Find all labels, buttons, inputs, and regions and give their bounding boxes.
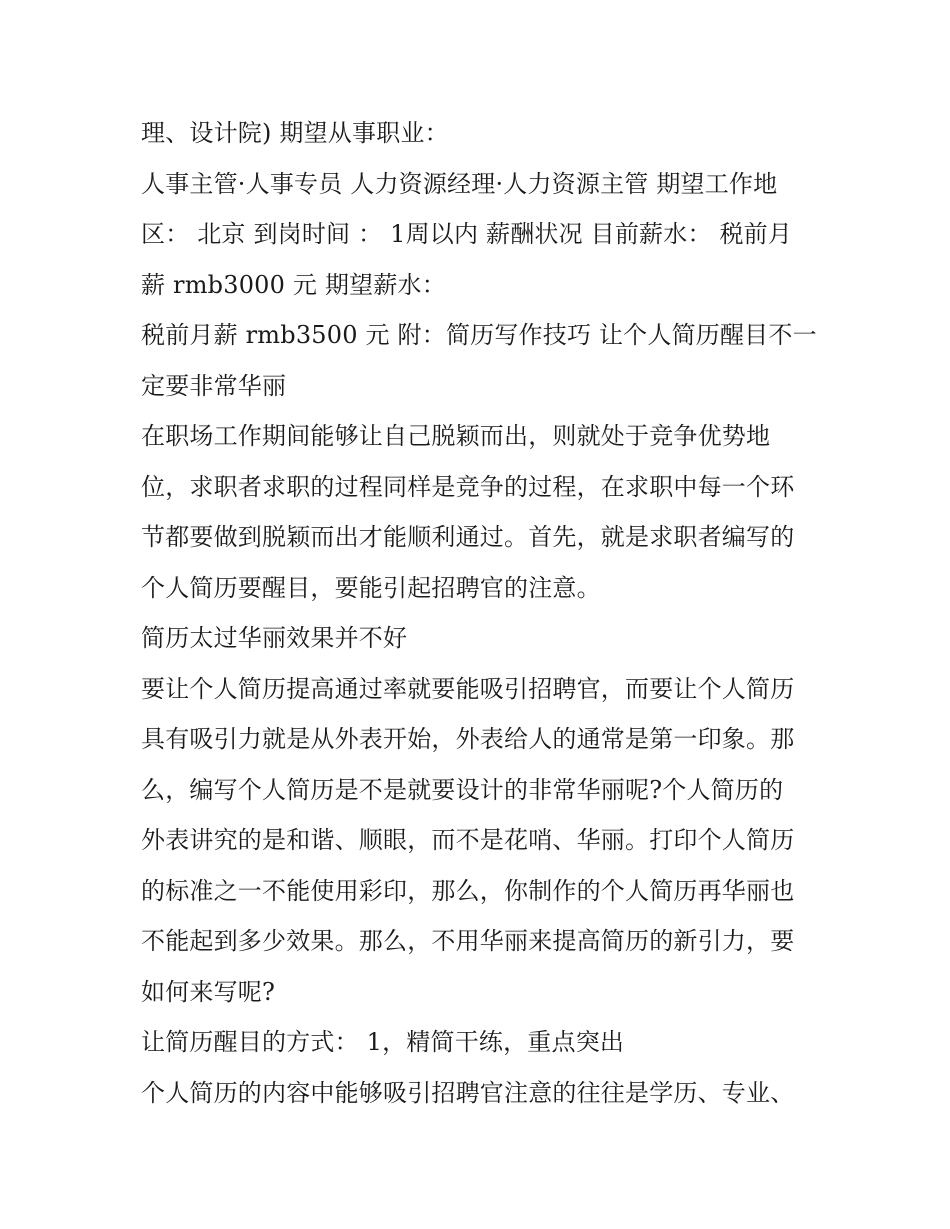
text-line: 个人简历的内容中能够吸引招聘官注意的往往是学历、专业、 [141,1078,795,1107]
text-line: 要让个人简历提高通过率就要能吸引招聘官，而要让个人简历 [141,674,795,703]
text-line: 税前月薪 rmb3500 元 附：简历写作技巧 让个人简历醒目不一 [141,321,817,349]
text-line: 如何来写呢? [141,977,276,1006]
section-heading: 让简历醒目的方式： 1，精简干练，重点突出 [141,1028,625,1056]
text-line: 薪 rmb3000 元 期望薪水： [141,270,446,299]
text-line: 节都要做到脱颖而出才能顺利通过。首先，就是求职者编写的 [141,523,795,551]
text-line: 定要非常华丽 [141,371,287,400]
text-line: 外表讲究的是和谐、顺眼，而不是花哨、华丽。打印个人简历 [141,826,795,854]
text-line: 人事主管·人事专员 人力资源经理·人力资源主管 期望工作地 [141,169,778,198]
text-line: 位，求职者求职的过程同样是竞争的过程，在求职中每一个环 [141,472,795,501]
section-heading: 简历太过华丽效果并不好 [141,624,408,652]
text-line: 的标准之一不能使用彩印，那么，你制作的个人简历再华丽也 [141,876,795,905]
text-line: 不能起到多少效果。那么，不用华丽来提高简历的新引力，要 [141,927,795,955]
text-line: 么，编写个人简历是不是就要设计的非常华丽呢?个人简历的 [141,775,784,804]
document-body [141,108,821,1118]
text-line: 个人简历要醒目，要能引起招聘官的注意。 [141,573,601,602]
text-line: 在职场工作期间能够让自己脱颖而出，则就处于竞争优势地 [141,422,771,450]
text-line: 区： 北京 到岗时间 ： 1周以内 薪酬状况 目前薪水： 税前月 [141,220,793,248]
text-line: 理、设计院) 期望从事职业： [141,119,449,147]
text-line: 具有吸引力就是从外表开始，外表给人的通常是第一印象。那 [141,725,795,753]
